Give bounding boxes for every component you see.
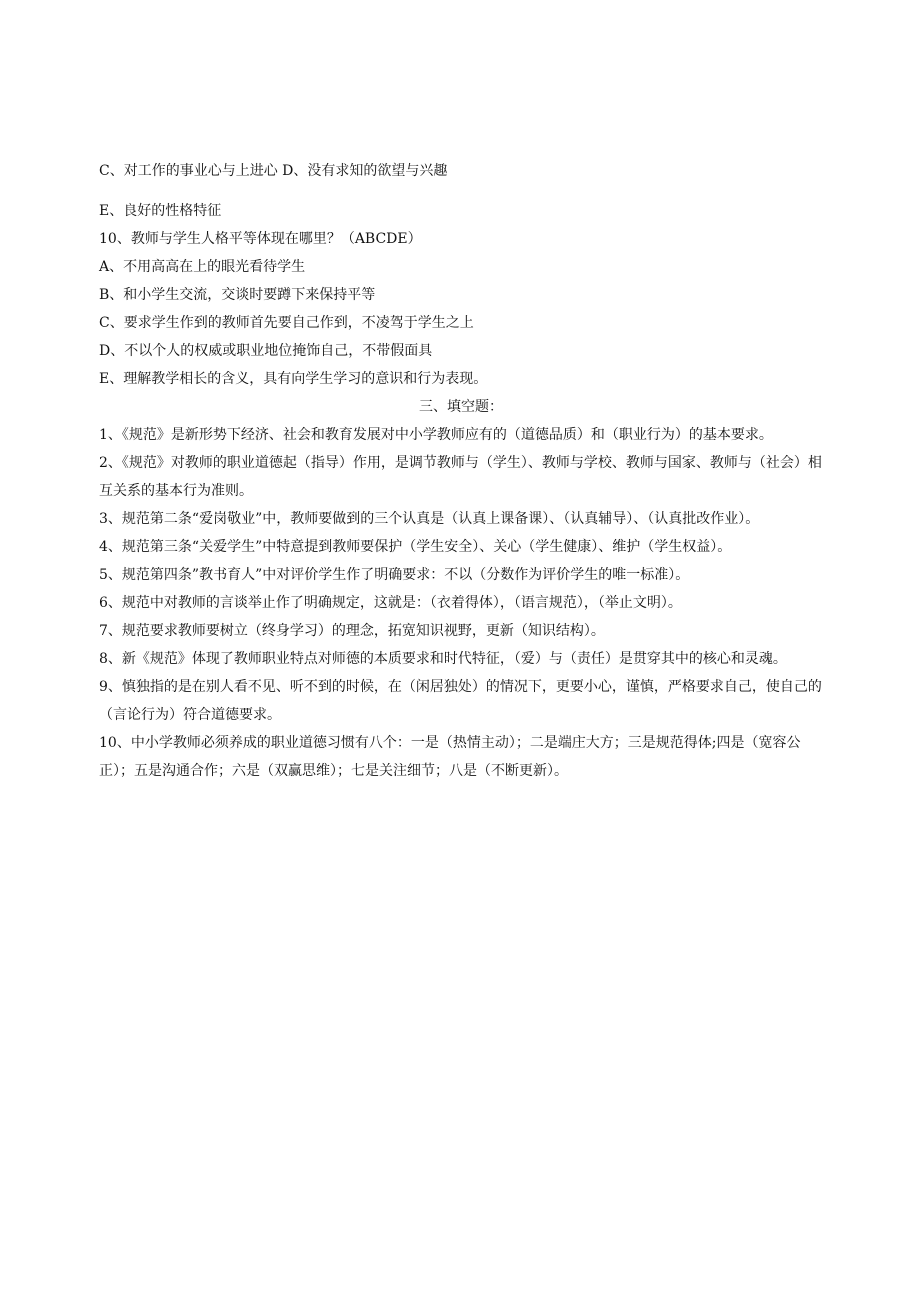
fill-blank-item: 6、规范中对教师的言谈举止作了明确规定，这就是：（衣着得体），（语言规范），（举止文明）。: [99, 595, 682, 611]
fill-blank-item: 5、规范第四条”教书育人”中对评价学生作了明确要求：不以（分数作为评价学生的唯一标准）。: [99, 567, 690, 583]
fill-blank-item: 1、《规范》是新形势下经济、社会和教育发展对中小学教师应有的（道德品质）和（职业行为）的基本要求。: [99, 427, 773, 443]
fill-blank-item: 2、《规范》对教师的职业道德起（指导）作用，是调节教师与（学生）、教师与学校、教师与国家、教师与（社会）相互关系的基本行为准则。: [99, 455, 822, 499]
question-line: 10、教师与学生人格平等体现在哪里？（ABCDE）: [99, 231, 422, 247]
fill-blank-item: 4、规范第三条“关爱学生”中特意提到教师要保护（学生安全）、关心（学生健康）、维护（学生权益）。: [99, 539, 732, 555]
fill-blank-item: 9、慎独指的是在别人看不见、听不到的时候，在（闲居独处）的情况下，更要小心，谨慎，严格要求自己，使自己的（言论行为）符合道德要求。: [99, 679, 822, 723]
choice-line: A、不用高高在上的眼光看待学生: [99, 259, 306, 275]
choice-line: D、不以个人的权威或职业地位掩饰自己，不带假面具: [99, 343, 433, 359]
section-title: 三、填空题：: [419, 399, 503, 415]
paragraph-gap: [99, 185, 823, 197]
choice-line: E、良好的性格特征: [99, 203, 222, 219]
fill-blank-item: 10、中小学教师必须养成的职业道德习惯有八个：一是（热情主动）；二是端庄大方；三是规范得体;四是（宽容公正）；五是沟通合作；六是（双赢思维）；七是关注细节；八是（不断更新）。: [99, 735, 801, 779]
choice-line: E、理解教学相长的含义，具有向学生学习的意识和行为表现。: [99, 371, 488, 387]
choice-line: C、对工作的事业心与上进心 D、没有求知的欲望与兴趣: [99, 163, 448, 179]
document-content: [99, 157, 823, 785]
choice-line: B、和小学生交流，交谈时要蹲下来保持平等: [99, 287, 376, 303]
fill-blank-item: 7、规范要求教师要树立（终身学习）的理念，拓宽知识视野，更新（知识结构）。: [99, 623, 605, 639]
fill-blank-item: 8、新《规范》体现了教师职业特点对师德的本质要求和时代特征，（爱）与（责任）是贯穿其中的核心和灵魂。: [99, 651, 787, 667]
choice-line: C、要求学生作到的教师首先要自己作到，不凌驾于学生之上: [99, 315, 474, 331]
fill-blank-item: 3、规范第二条“爱岗敬业”中，教师要做到的三个认真是（认真上课备课）、（认真辅导）、（认真批改作业）。: [99, 511, 760, 527]
